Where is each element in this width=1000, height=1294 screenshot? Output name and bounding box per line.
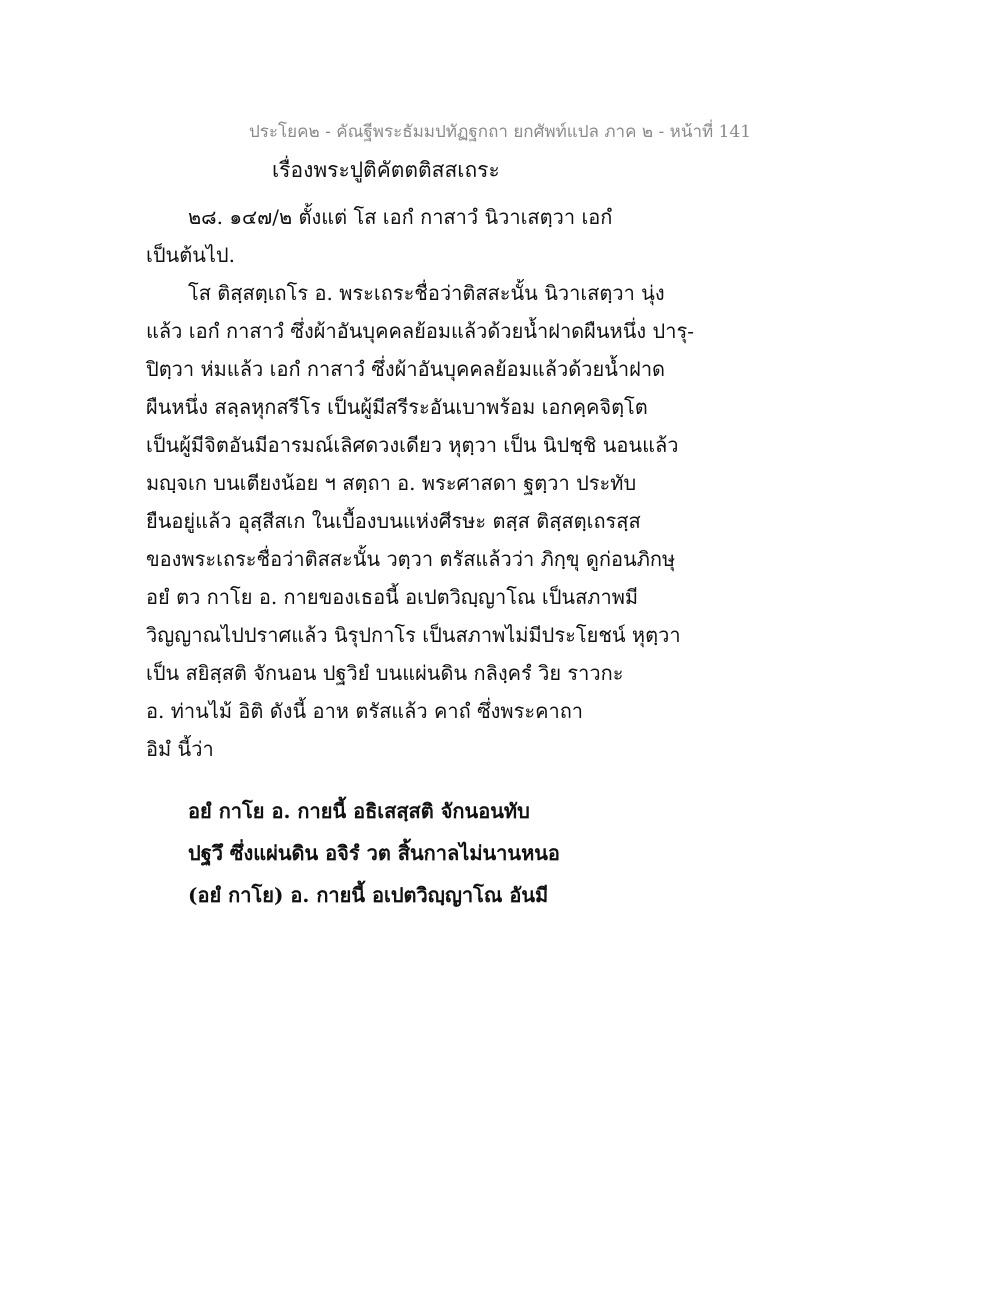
body-line: โส ติสฺสตฺเถโร อ. พระเถระชื่อว่าติสสะนั้น นิวาเสตฺวา นุ่ง (188, 281, 665, 305)
body-line: แล้ว เอกํ กาสาวํ ซึ่งผ้าอันบุคคลย้อมแล้วด้วยน้ำฝาดผืนหนึ่ง ปารุ- (146, 319, 694, 343)
body-line: ยืนอยู่แล้ว อุสฺสีสเก ในเบื้องบนแห่งศีรษะ ตสฺส ติสฺสตฺเถรสฺส (146, 509, 641, 533)
body-line: ๒๘. ๑๔๗/๒ ตั้งแต่ โส เอกํ กาสาวํ นิวาเสตฺวา เอกํ (188, 205, 613, 229)
verse-block (188, 790, 560, 916)
body-line: ของพระเถระชื่อว่าติสสะนั้น วตฺวา ตรัสแล้วว่า ภิกฺขุ ดูก่อนภิกษุ (146, 547, 676, 571)
body-line: อ. ท่านไม้ อิติ ดังนี้ อาห ตรัสแล้ว คาถํ ซึ่งพระคาถา (146, 699, 584, 723)
body-line: เป็น สยิสฺสติ จักนอน ปฐวิยํ บนแผ่นดิน กลิงฺครํ วิย ราวกะ (146, 661, 624, 685)
body-line: ผืนหนึ่ง สลฺลหุกสรีโร เป็นผู้มีสรีระอันเบาพร้อม เอกคฺคจิตฺโต (146, 395, 648, 419)
body-line: อยํ ตว กาโย อ. กายของเธอนี้ อเปตวิญฺญาโณ เป็นสภาพมี (146, 585, 639, 609)
verse-line: อยํ กาโย อ. กายนี้ อธิเสสฺสติ จักนอนทับ (188, 799, 530, 823)
body-line: มญฺจเก บนเตียงน้อย ฯ สตฺถา อ. พระศาสดา ฐตฺวา ประทับ (146, 471, 637, 495)
body-line: ปิตฺวา ห่มแล้ว เอกํ กาสาวํ ซึ่งผ้าอันบุคคลย้อมแล้วด้วยน้ำฝาด (146, 357, 666, 381)
verse-line: ปฐวึ ซึ่งแผ่นดิน อจิรํ วต สิ้นกาลไม่นานหนอ (188, 841, 560, 865)
body-line: อิมํ นี้ว่า (146, 737, 214, 761)
verse-line: (อยํ กาโย) อ. กายนี้ อเปตวิญฺญาโณ อันมี (188, 883, 549, 907)
body-line: วิญญาณไปปราศแล้ว นิรุปกาโร เป็นสภาพไม่มีประโยชน์ หุตฺวา (146, 623, 681, 647)
story-title: เรื่องพระปูติคัตตติสสเถระ (272, 158, 500, 182)
body-line: เป็นผู้มีจิตอันมีอารมณ์เลิศดวงเดียว หุตฺวา เป็น นิปชฺชิ นอนแล้ว (146, 433, 679, 457)
body-paragraphs (146, 198, 694, 768)
running-header: ประโยค๒ - คัณฐีพระธัมมปทัฏฐกถา ยกศัพท์แปล ภาค ๒ - หน้าที่ 141 (248, 122, 752, 142)
body-line: เป็นต้นไป. (146, 243, 235, 267)
